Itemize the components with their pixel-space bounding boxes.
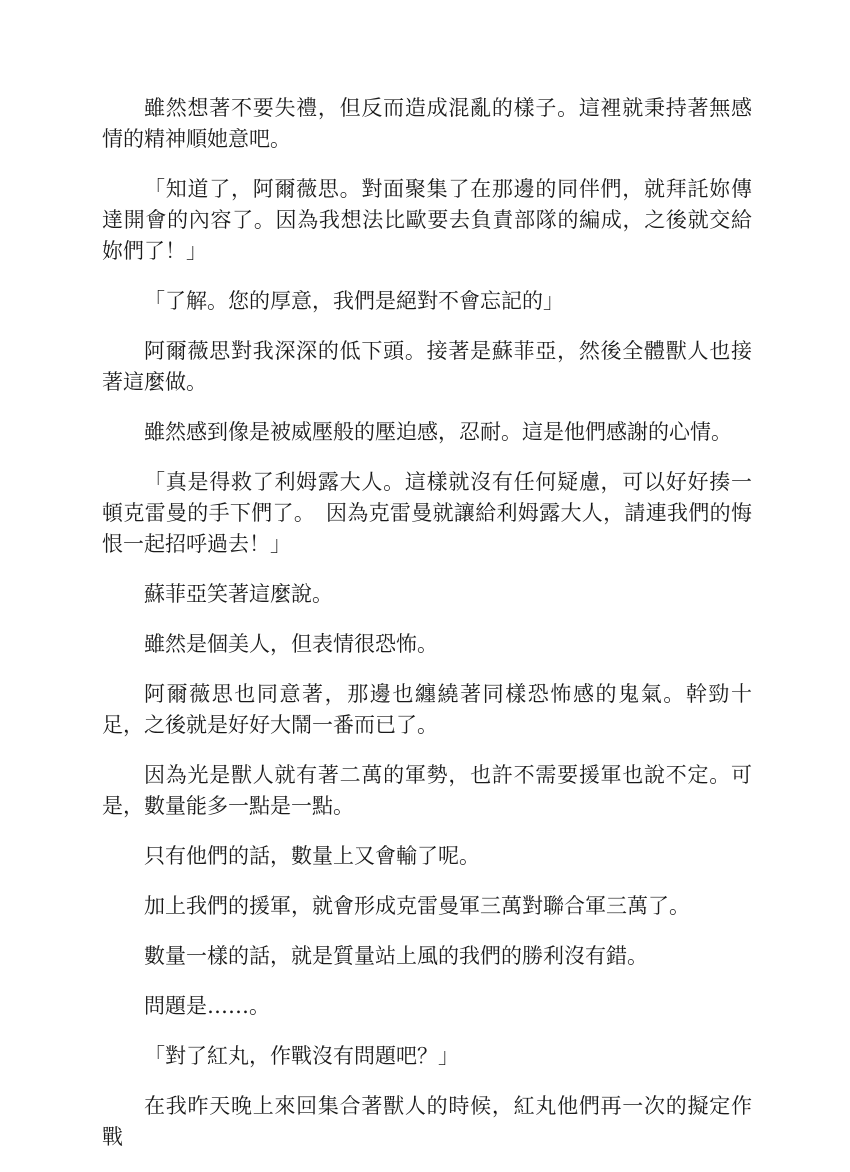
paragraph: 「知道了，阿爾薇思。對面聚集了在那邊的同伴們，就拜託妳傳達開會的內容了。因為我想法比歐要去負責部隊的編成，之後就交給妳們了！」 — [102, 177, 752, 263]
paragraph: 「真是得救了利姆露大人。這樣就沒有任何疑慮，可以好好揍一頓克雷曼的手下們了。 因為克雷曼就讓給利姆露大人，請連我們的悔恨一起招呼過去！」 — [102, 470, 752, 556]
paragraph: 「了解。您的厚意，我們是絕對不會忘記的」 — [144, 289, 564, 313]
paragraph: 阿爾薇思也同意著，那邊也纏繞著同樣恐怖感的鬼氣。幹勁十足，之後就是好好大鬧一番而已了。 — [102, 682, 752, 737]
paragraph: 因為光是獸人就有著二萬的軍勢，也許不需要援軍也說不定。可是，數量能多一點是一點。 — [102, 763, 752, 818]
paragraph: 阿爾薇思對我深深的低下頭。接著是蘇菲亞，然後全體獸人也接著這麼做。 — [102, 339, 752, 394]
document-body — [102, 93, 752, 1172]
paragraph: 雖然感到像是被威壓般的壓迫感，忍耐。這是他們感謝的心情。 — [144, 420, 732, 444]
paragraph: 加上我們的援軍，就會形成克雷曼軍三萬對聯合軍三萬了。 — [144, 894, 690, 918]
paragraph: 數量一樣的話，就是質量站上風的我們的勝利沒有錯。 — [144, 944, 648, 968]
paragraph: 問題是……。 — [144, 994, 270, 1018]
paragraph: 只有他們的話，數量上又會輸了呢。 — [144, 844, 480, 868]
paragraph: 蘇菲亞笑著這麼說。 — [144, 582, 333, 606]
paragraph: 雖然想著不要失禮，但反而造成混亂的樣子。這裡就秉持著無感情的精神順她意吧。 — [102, 96, 752, 151]
paragraph: 雖然是個美人，但表情很恐怖。 — [144, 632, 438, 656]
paragraph: 「對了紅丸，作戰沒有問題吧？」 — [144, 1044, 459, 1068]
paragraph: 在我昨天晚上來回集合著獸人的時候，紅丸他們再一次的擬定作戰 — [102, 1094, 752, 1149]
